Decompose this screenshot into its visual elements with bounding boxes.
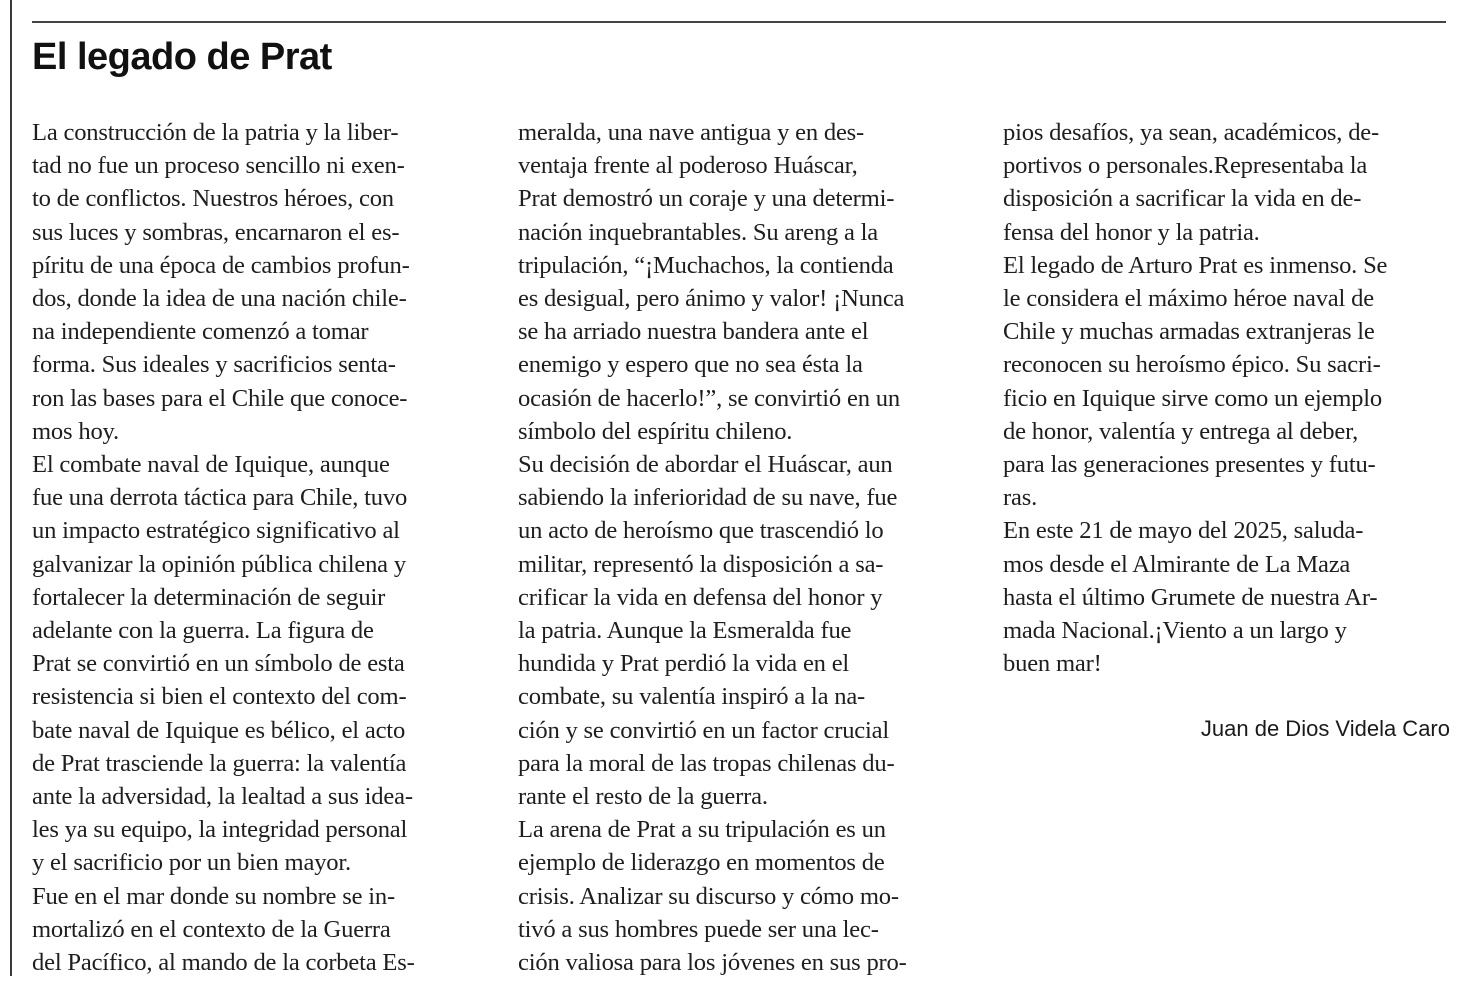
text-line: hasta el último Grumete de nuestra Ar- [1003,583,1378,611]
text-line: hundida y Prat perdió la vida en el [518,650,850,678]
text-line: militar, representó la disposición a sa- [518,550,884,578]
article-title: El legado de Prat [32,36,332,78]
text-line: ficio en Iquique sirve como un ejemplo [1003,384,1382,412]
text-line: ron las bases para el Chile que conoce- [32,384,408,412]
text-line: El combate naval de Iquique, aunque [32,451,390,479]
text-line: meralda, una nave antigua y en des- [518,119,865,146]
text-line: La construcción de la patria y la liber- [32,119,399,146]
text-line: galvanizar la opinión pública chilena y [32,550,406,578]
text-line: se ha arriado nuestra bandera ante el [518,318,869,346]
text-line: le considera el máximo héroe naval de [1003,285,1374,313]
text-line: La arena de Prat a su tripulación es un [518,816,886,844]
text-line: para la moral de las tropas chilenas du- [518,749,895,777]
text-line: buen mar! [1003,650,1102,678]
text-line: mos desde el Almirante de La Maza [1003,550,1351,578]
text-line: mortalizó en el contexto de la Guerra [32,915,391,943]
text-line: forma. Sus ideales y sacrificios senta- [32,351,396,379]
text-line: disposición a sacrificar la vida en de- [1003,185,1362,213]
text-line: tripulación, “¡Muchachos, la contienda [518,251,894,279]
text-line: símbolo del espíritu chileno. [518,417,793,445]
text-line: Su decisión de abordar el Huáscar, aun [518,451,893,479]
text-column-3 [1003,116,1453,680]
text-line: del Pacífico, al mando de la corbeta Es- [32,949,415,977]
text-line: sus luces y sombras, encarnaron el es- [32,218,400,246]
text-line: rante el resto de la guerra. [518,783,768,811]
text-line: crificar la vida en defensa del honor y [518,583,883,611]
left-column-rule [10,0,12,976]
text-line: píritu de una época de cambios profun- [32,251,410,279]
text-line: ras. [1003,484,1038,512]
text-line: ción valiosa para los jóvenes en sus pro- [518,949,907,977]
text-line: fortalecer la determinación de seguir [32,583,386,611]
text-line: Prat demostró un coraje y una determi- [518,185,895,213]
text-line: crisis. Analizar su discurso y cómo mo- [518,882,899,910]
author-signature: Juan de Dios Videla Caro [1200,716,1450,741]
text-line: mos hoy. [32,417,119,445]
text-line: na independiente comenzó a tomar [32,318,369,346]
text-line: ocasión de hacerlo!”, se convirtió en un [518,384,900,412]
text-line: fensa del honor y la patria. [1003,218,1260,246]
text-line: es desigual, pero ánimo y valor! ¡Nunca [518,285,905,313]
text-line: adelante con la guerra. La figura de [32,617,374,645]
text-line: ventaja frente al poderoso Huáscar, [518,152,858,180]
text-line: portivos o personales.Representaba la [1003,152,1368,180]
text-line: resistencia si bien el contexto del com- [32,683,407,711]
text-line: nación inquebrantables. Su areng a la [518,218,879,246]
text-column-1 [32,116,487,979]
top-rule [32,21,1446,23]
text-line: to de conflictos. Nuestros héroes, con [32,185,394,213]
text-line: y el sacrificio por un bien mayor. [32,849,351,877]
text-line: enemigo y espero que no sea ésta la [518,351,863,379]
text-line: un acto de heroísmo que trascendió lo [518,517,884,545]
text-line: El legado de Arturo Prat es inmenso. Se [1003,251,1388,279]
text-line: sabiendo la inferioridad de su nave, fue [518,484,898,512]
text-line: les ya su equipo, la integridad personal [32,816,408,844]
text-line: dos, donde la idea de una nación chile- [32,285,407,313]
text-line: de honor, valentía y entrega al deber, [1003,417,1359,445]
text-line: Fue en el mar donde su nombre se in- [32,882,395,910]
text-line: fue una derrota táctica para Chile, tuvo [32,484,408,512]
text-line: Chile y muchas armadas extranjeras le [1003,318,1375,346]
text-line: bate naval de Iquique es bélico, el acto [32,716,406,744]
text-line: reconocen su heroísmo épico. Su sacri- [1003,351,1381,379]
text-line: un impacto estratégico significativo al [32,517,400,545]
text-line: ejemplo de liderazgo en momentos de [518,849,885,877]
text-line: la patria. Aunque la Esmeralda fue [518,617,852,645]
text-line: para las generaciones presentes y futu- [1003,451,1376,479]
text-line: pios desafíos, ya sean, académicos, de- [1003,119,1379,146]
text-line: de Prat trasciende la guerra: la valentía [32,749,407,777]
text-column-2 [518,116,973,979]
text-line: mada Nacional.¡Viento a un largo y [1003,617,1347,645]
text-line: ante la adversidad, la lealtad a sus idea- [32,783,413,811]
text-line: tad no fue un proceso sencillo ni exen- [32,152,405,180]
text-line: En este 21 de mayo del 2025, saluda- [1003,517,1364,545]
text-line: combate, su valentía inspiró a la na- [518,683,866,711]
text-line: tivó a sus hombres puede ser una lec- [518,915,879,943]
text-line: Prat se convirtió en un símbolo de esta [32,650,405,678]
text-line: ción y se convirtió en un factor crucial [518,716,890,744]
